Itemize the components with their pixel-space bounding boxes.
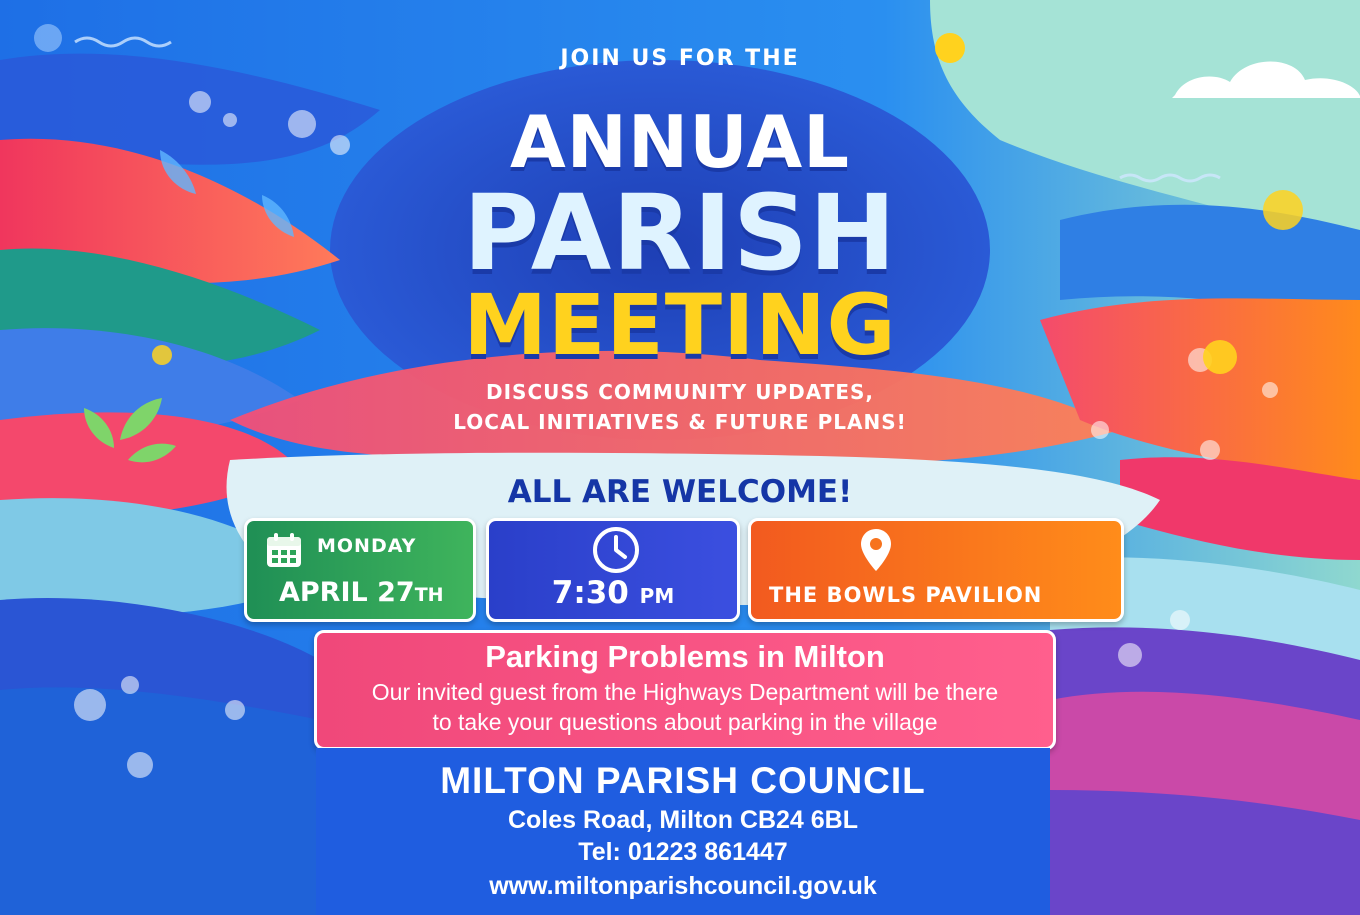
date-suffix: TH [414,584,444,606]
clock-icon [591,525,641,575]
council-footer [316,748,1050,915]
date-card [244,518,476,622]
parking-notice-box [314,630,1056,750]
map-pin-icon [859,527,893,573]
venue-text: THE BOWLS PAVILION [769,583,1043,607]
date-date [279,577,444,608]
notice-title: Parking Problems in Milton [485,639,885,674]
council-website: www.miltonparishcouncil.gov.uk [489,872,877,900]
date-main: APRIL 27 [279,577,415,608]
title-line-parish: PARISH [463,172,897,294]
title-line-annual: ANNUAL [509,100,851,184]
council-telephone: Tel: 01223 861447 [578,838,788,866]
time-main: 7:30 [551,575,629,611]
subtitle-line-1: DISCUSS COMMUNITY UPDATES, [486,380,874,404]
kicker-text: JOIN US FOR THE [560,46,800,71]
welcome-heading: ALL ARE WELCOME! [507,474,853,510]
time-text [489,575,737,611]
time-suffix: PM [639,584,675,608]
notice-line-2: to take your questions about parking in the village [432,709,938,735]
notice-line-1: Our invited guest from the Highways Department will be there [371,679,999,705]
title-line-meeting: MEETING [463,276,897,374]
time-card [486,518,740,622]
calendar-icon [265,531,303,569]
council-name: MILTON PARISH COUNCIL [440,760,926,801]
date-day: MONDAY [317,535,417,557]
council-address: Coles Road, Milton CB24 6BL [507,806,859,834]
subtitle-line-2: LOCAL INITIATIVES & FUTURE PLANS! [453,410,907,434]
venue-card [748,518,1124,622]
